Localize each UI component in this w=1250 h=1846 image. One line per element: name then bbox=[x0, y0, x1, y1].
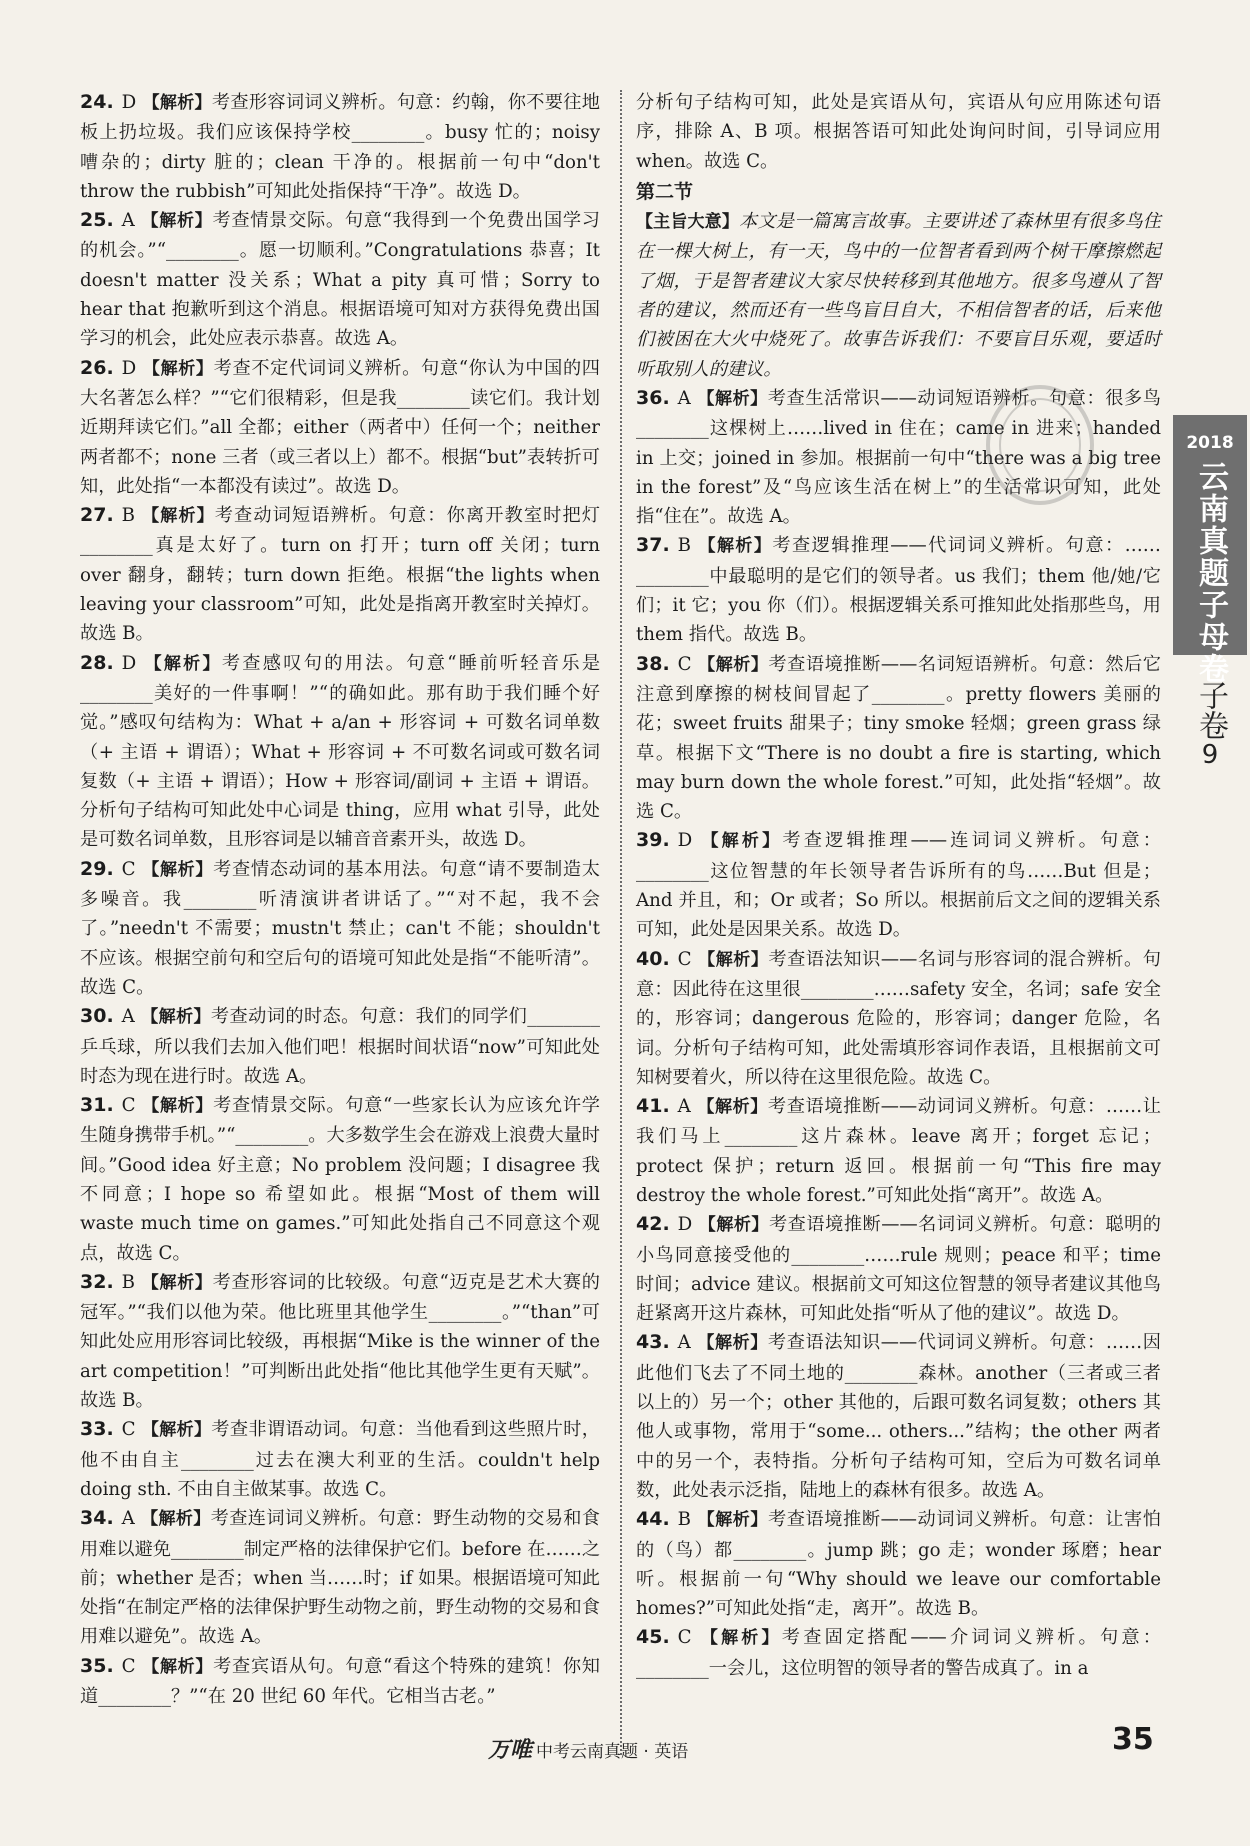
summary bbox=[636, 207, 1161, 384]
side-sub bbox=[1180, 680, 1240, 770]
entry-text: 考查动词的时态。句意：我们的同学们________乒乓球，所以我们去加入他们吧！根据时间状语“now”可知此处时态为现在进行时。故选 A。 bbox=[80, 1006, 600, 1087]
entry-tag: 【解析】 bbox=[696, 1097, 768, 1118]
entry-answer: D bbox=[677, 830, 693, 852]
side-sub-number: 9 bbox=[1201, 740, 1219, 770]
entry-tag: 【解析】 bbox=[141, 1420, 212, 1441]
entry-number: 37. bbox=[636, 534, 670, 557]
entry-tag: 【解析】 bbox=[141, 506, 215, 527]
page-number: 35 bbox=[1112, 1722, 1154, 1757]
entry-text: 考查语法知识——名词与形容词的混合辨析。句意：因此待在这里很________……safety 安全，名词；safe 安全的，形容词；dangerous 危险的，形容词；danger 危险，名词。分析句子结构可知，此处需填形容词作表语，且根据前文可知树要着火，所以待在这里很危险。故选 C。 bbox=[636, 948, 1161, 1088]
entry-answer: D bbox=[121, 92, 137, 113]
entry-answer: D bbox=[121, 357, 137, 379]
entry-answer: C bbox=[677, 1627, 692, 1649]
answer-entry bbox=[636, 1623, 1161, 1683]
entry-tag: 【解析】 bbox=[697, 1510, 768, 1531]
entry-tag: 【解析】 bbox=[141, 1096, 214, 1117]
entry-text: 考查语境推断——名词词义辨析。句意：聪明的小鸟同意接受他的________……rule 规则；peace 和平；time 时间；advice 建议。根据前文可知这位智慧的领导者建议其他鸟赶紧离开这片森林，可知此处指“听从了他的建议”。故选 D。 bbox=[636, 1214, 1161, 1325]
entry-text: 考查固定搭配——介词词义辨析。句意：________一会儿，这位明智的领导者的警告成真了。in a bbox=[636, 1627, 1161, 1679]
entry-number: 26. bbox=[80, 356, 114, 379]
entry-tag: 【解析】 bbox=[142, 358, 214, 379]
answer-entry bbox=[636, 1328, 1161, 1505]
answer-entry bbox=[80, 1652, 600, 1712]
entry-text: 考查动词短语辨析。句意：你离开教室时把灯________真是太好了。turn on 打开；turn off 关闭；turn over 翻身，翻转；turn down 拒绝。根据“the lights when leaving your classroom”可知，此处是指离开教室时关掉灯。故选 B。 bbox=[80, 505, 600, 645]
entry-text: 考查宾语从句。句意“看这个特殊的建筑！你知道________？”“在 20 世纪 60 年代。它相当古老。” bbox=[80, 1655, 600, 1708]
entry-answer: C bbox=[121, 858, 136, 880]
entry-number: 42. bbox=[636, 1213, 670, 1236]
entry-text: 考查不定代词词义辨析。句意“你认为中国的四大名著怎么样？”“它们很精彩，但是我________读它们。我计划近期拜读它们。”all 全都；either（两者中）任何一个；neither 两者都不；none 三者（或三者以上）都不。根据“but”表转折可知，此处指“一本都没有读过”。故选 D。 bbox=[80, 357, 600, 497]
entry-answer: C bbox=[677, 948, 692, 970]
answer-entry bbox=[636, 826, 1161, 944]
side-tab bbox=[1173, 415, 1247, 685]
entry-text: 考查感叹句的用法。句意“睡前听轻音乐是________美好的一件事啊！”“的确如此。那有助于我们睡个好觉。”感叹句结构为：What + a/an + 形容词 + 可数名词单数（+ 主语 + 谓语）；What + 形容词 + 不可数名词或可数名词复数（+ 主语 + 谓语）；How + 形容词/副词 + 主语 + 谓语。分析句子结构可知此处中心词是 thing，应用 what 引导，此处是可数名词单数，且形容词是以辅音音素开头，故选 D。 bbox=[80, 652, 601, 851]
entry-number: 28. bbox=[80, 651, 114, 674]
answer-entry bbox=[636, 531, 1161, 649]
entry-text: 考查逻辑推理——代词词义辨析。句意：……________中最聪明的是它们的领导者。us 我们；them 他/她/它们；it 它；you 你（们）。根据逻辑关系可推知此处指那些鸟，用 them 指代。故选 B。 bbox=[636, 535, 1161, 646]
answer-entry bbox=[636, 1092, 1161, 1210]
answer-entry bbox=[636, 1505, 1161, 1623]
entry-answer: D bbox=[677, 1214, 693, 1236]
answer-entry bbox=[80, 1091, 600, 1268]
right-entries bbox=[636, 384, 1161, 1683]
entry-number: 36. bbox=[636, 386, 670, 409]
entry-number: 43. bbox=[636, 1331, 670, 1354]
entry-number: 27. bbox=[80, 504, 114, 527]
entry-tag: 【解析】 bbox=[696, 1333, 768, 1354]
left-column bbox=[80, 88, 600, 1711]
answer-entry bbox=[636, 945, 1161, 1092]
answer-entry bbox=[636, 650, 1161, 827]
answer-entry bbox=[80, 1415, 600, 1504]
footer-brand: 万唯 bbox=[488, 1738, 533, 1763]
entry-tag: 【解析】 bbox=[696, 388, 768, 409]
entry-text: 考查情景交际。句意“一些家长认为应该允许学生随身携带手机。”“________。大多数学生会在游戏上浪费大量时间。”Good idea 好主意；No problem 没问题；I disagree 我不同意；I hope so 希望如此。根据“Most of them will waste much time on games.”可知此处指自己不同意这个观点，故选 C。 bbox=[80, 1095, 600, 1264]
entry-number: 33. bbox=[80, 1418, 114, 1441]
answer-entry bbox=[80, 855, 600, 1002]
entry-answer: D bbox=[121, 652, 137, 674]
entry-answer: B bbox=[121, 505, 136, 527]
entry-text: 考查情态动词的基本用法。句意“请不要制造太多噪音。我________听清演讲者讲话了。”“对不起，我不会了。”needn't 不需要；mustn't 禁止；can't 不能；shouldn't 不应该。根据空前句和空后句的语境可知此处是指“不能听清”。故选 C。 bbox=[80, 858, 600, 998]
section-title: 第二节 bbox=[636, 180, 694, 203]
entry-tag: 【解析】 bbox=[697, 654, 769, 675]
stamp-watermark-icon bbox=[980, 380, 1100, 510]
entry-tag: 【解析】 bbox=[698, 831, 783, 852]
entry-35-continuation: 分析句子结构可知，此处是宾语从句，宾语从句应用陈述句语序，排除 A、B 项。根据答语可知此处询问时间，引导词应用 when。故选 C。 bbox=[636, 92, 1161, 172]
entry-tag: 【解析】 bbox=[698, 1215, 769, 1236]
entry-number: 41. bbox=[636, 1095, 670, 1118]
answer-entry bbox=[80, 354, 600, 501]
entry-answer: C bbox=[121, 1095, 136, 1117]
column-divider bbox=[620, 90, 622, 1755]
answer-entry bbox=[80, 501, 600, 648]
answer-entry bbox=[80, 1002, 600, 1091]
entry-number: 38. bbox=[636, 652, 670, 675]
side-tab-title: 云南真题子母卷 bbox=[1193, 461, 1228, 685]
entry-answer: A bbox=[121, 1508, 135, 1530]
entry-answer: B bbox=[677, 1509, 692, 1531]
entry-text: 考查语境推断——动词词义辨析。句意：让害怕的（鸟）都________。jump 跳；go 走；wonder 琢磨；hear 听。根据前一句“Why should we leave our comfortable homes?”可知此处指“走，离开”。故选 B。 bbox=[636, 1509, 1161, 1620]
summary-tag: 【主旨大意】 bbox=[636, 212, 740, 233]
entry-text: 考查形容词的比较级。句意“迈克是艺术大赛的冠军。”“我们以他为荣。他比班里其他学生________。”“than”可知此处应用形容词比较级，再根据“Mike is the winner of the art competition！”可判断出此处指“他比其他学生更有天赋”。故选 B。 bbox=[80, 1271, 600, 1412]
entry-tag: 【解析】 bbox=[141, 859, 214, 880]
footer-text: 中考云南真题 · 英语 bbox=[536, 1742, 689, 1762]
entry-number: 30. bbox=[80, 1005, 114, 1028]
entry-answer: A bbox=[121, 210, 135, 232]
entry-answer: B bbox=[121, 1271, 136, 1293]
entry-text: 考查连词词义辨析。句意：野生动物的交易和食用难以避免________制定严格的法律保护它们。before 在……之前；whether 是否；when 当……时；if 如果。根据语境可知此处指“在制定严格的法律保护野生动物之前，野生动物的交易和食用难以避免”。故选 A。 bbox=[80, 1508, 601, 1648]
entry-number: 35. bbox=[80, 1654, 114, 1677]
entry-answer: A bbox=[677, 1096, 691, 1118]
entry-answer: A bbox=[121, 1006, 135, 1028]
entry-tag: 【解析】 bbox=[697, 949, 769, 970]
answer-entry bbox=[80, 1504, 600, 1651]
entry-answer: A bbox=[677, 1332, 691, 1354]
entry-tag: 【解析】 bbox=[697, 536, 773, 557]
entry-number: 40. bbox=[636, 947, 670, 970]
entry-number: 24. bbox=[80, 91, 114, 113]
entry-tag: 【解析】 bbox=[141, 1656, 214, 1677]
footer bbox=[488, 1733, 688, 1764]
answer-entry bbox=[80, 206, 600, 353]
entry-text: 考查逻辑推理——连词词义辨析。句意：________这位智慧的年长领导者告诉所有的鸟……But 但是；And 并且，和；Or 或者；So 所以。根据前后文之间的逻辑关系可知，此处是因果关系。故选 D。 bbox=[636, 830, 1161, 941]
entry-number: 39. bbox=[636, 829, 670, 852]
entry-text: 考查形容词词义辨析。句意：约翰，你不要往地板上扔垃圾。我们应该保持学校________。busy 忙的；noisy 嘈杂的；dirty 脏的；clean 干净的。根据前一句中“don't throw the rubbish”可知此处指保持“干净”。故选 D。 bbox=[80, 92, 600, 202]
entry-tag: 【解析】 bbox=[697, 1628, 782, 1649]
answer-entry bbox=[80, 649, 600, 855]
entry-number: 32. bbox=[80, 1270, 114, 1293]
entry-text: 考查语法知识——代词词义辨析。句意：……因此他们飞去了不同土地的________森林。another（三者或三者以上的）另一个；other 其他的，后跟可数名词复数；others 其他人或事物，常用于“some... others...”结构；the other 两者中的另一个，表特指。分析句子结构可知，空后为可数名词单数，此处表示泛指，陆地上的森林有很多。故选 A。 bbox=[636, 1332, 1161, 1501]
side-tab-year: 2018 bbox=[1186, 433, 1234, 453]
entry-tag: 【解析】 bbox=[142, 653, 222, 674]
entry-answer: C bbox=[121, 1655, 136, 1677]
entry-number: 25. bbox=[80, 209, 114, 232]
answer-entry bbox=[636, 1210, 1161, 1328]
entry-text: 考查情景交际。句意“我得到一个免费出国学习的机会。”“________。愿一切顺利。”Congratulations 恭喜；It doesn't matter 没关系；What a pity 真可惜；Sorry to hear that 抱歉听到这个消息。根据语境可知对方获得免费出国学习的机会，此处应表示恭喜。故选 A。 bbox=[80, 210, 600, 350]
entry-tag: 【解析】 bbox=[142, 93, 212, 113]
entry-answer: C bbox=[121, 1419, 136, 1441]
entry-answer: C bbox=[677, 653, 692, 675]
entry-answer: A bbox=[677, 387, 691, 409]
right-column bbox=[636, 88, 1161, 1683]
entry-answer: B bbox=[677, 535, 692, 557]
entry-tag: 【解析】 bbox=[140, 1007, 211, 1028]
entry-number: 31. bbox=[80, 1094, 114, 1117]
entry-text: 考查语境推断——动词词义辨析。句意：……让我们马上________这片森林。leave 离开；forget 忘记；protect 保护；return 返回。根据前一句“This fire may destroy the whole forest.”可知此处指“离开”。故选 A。 bbox=[636, 1096, 1161, 1206]
entry-number: 34. bbox=[80, 1507, 114, 1530]
answer-entry bbox=[80, 1268, 600, 1415]
entry-number: 45. bbox=[636, 1626, 670, 1649]
entry-tag: 【解析】 bbox=[140, 1509, 211, 1530]
summary-text: 本文是一篇寓言故事。主要讲述了森林里有很多鸟住在一棵大树上，有一天，鸟中的一位智者看到两个树干摩擦燃起了烟，于是智者建议大家尽快转移到其他地方。很多鸟遵从了智者的建议，然而还有一些鸟盲目自大，不相信智者的话，后来他们被困在大火中烧死了。故事告诉我们：不要盲目乐观，要适时听取别人的建议。 bbox=[636, 211, 1161, 380]
entry-tag: 【解析】 bbox=[140, 211, 213, 232]
entry-tag: 【解析】 bbox=[141, 1272, 213, 1293]
entry-number: 29. bbox=[80, 857, 114, 880]
side-sub-label: 子卷 bbox=[1193, 680, 1228, 740]
entry-text: 考查非谓语动词。句意：当他看到这些照片时，他不由自主________过去在澳大利亚的生活。couldn't help doing sth. 不由自主做某事。故选 C。 bbox=[80, 1419, 600, 1500]
answer-entry bbox=[80, 88, 600, 206]
entry-number: 44. bbox=[636, 1508, 670, 1531]
entry-text: 考查语境推断——名词短语辨析。句意：然后它注意到摩擦的树枝间冒起了________。pretty flowers 美丽的花；sweet fruits 甜果子；tiny smoke 轻烟；green grass 绿草。根据下文“There is no doubt a fire is starting, which may burn down the whole forest.”可知，此处指“轻烟”。故选 C。 bbox=[636, 653, 1161, 823]
entry-text: 考查生活常识——动词短语辨析。句意：很多鸟________这棵树上……lived in 住在；came in 进来；handed in 上交；joined in 参加。根据前一句中“there was a big tree in the forest”及“鸟应该生活在树上”的生活常识可知，此处指“住在”。故选 A。 bbox=[636, 387, 1161, 528]
